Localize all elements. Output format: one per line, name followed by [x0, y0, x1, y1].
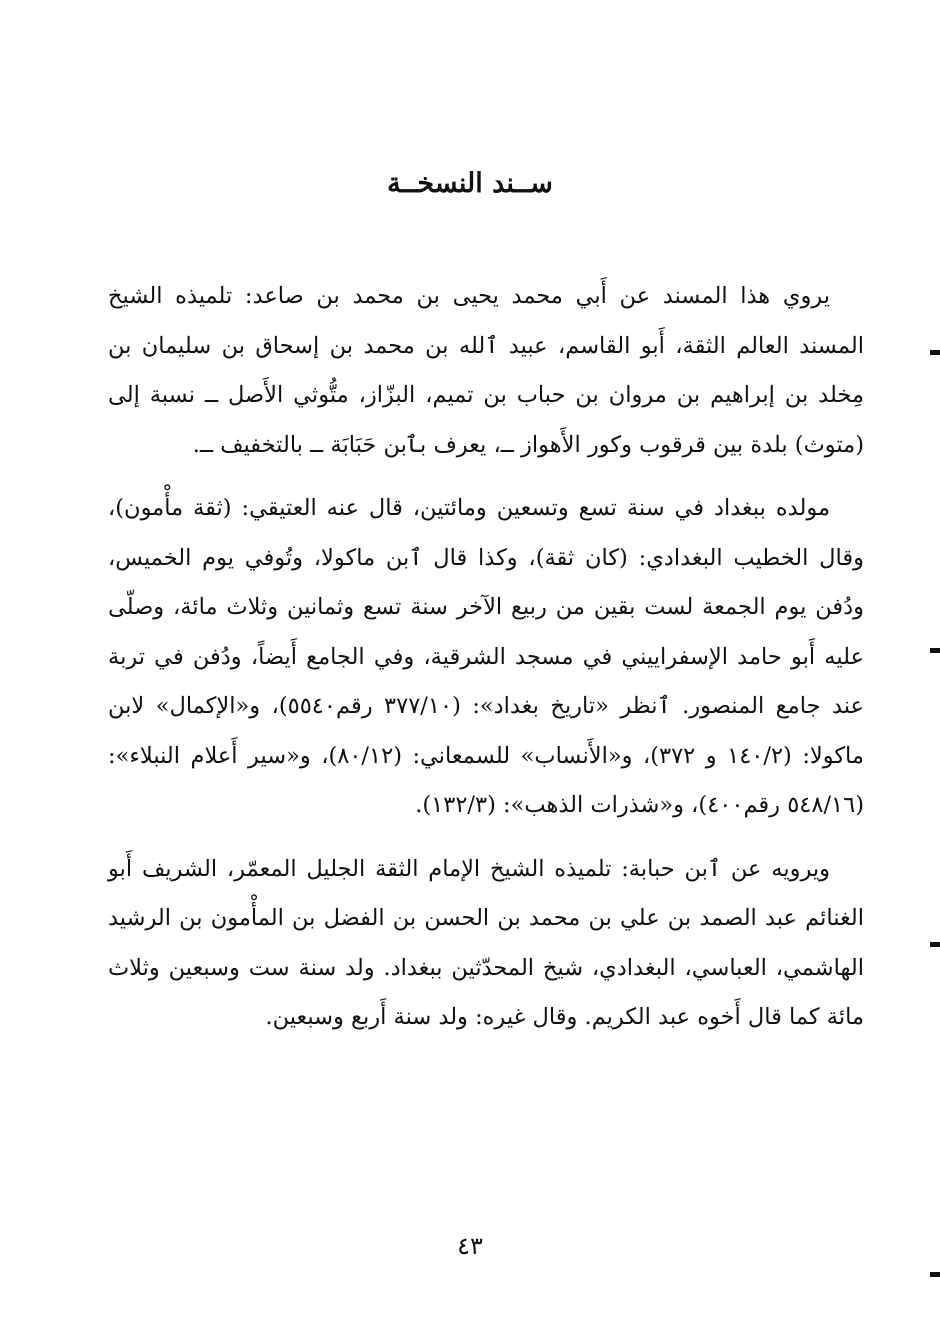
scan-edge-mark — [930, 942, 940, 947]
scan-edge-mark — [930, 1272, 940, 1277]
scan-edge-mark — [930, 648, 940, 653]
page-number: ٤٣ — [457, 1232, 483, 1260]
paragraph-birth-and-death: مولده ببغداد في سنة تسع وتسعين ومائتين، قال عنه العتيقي: (ثقة مأْمون)، وقال الخطيب البغدادي: (كان ثقة)، وكذا قال ٱبن ماكولا، وتُوفي يوم الخميس، ودُفن يوم الجمعة لست بقين من ربيع الآخر سنة تسع وثمانين وثلاث مائة، وصلّى عليه أَبو حامد الإسفراييني في مسجد الشرقية، وفي الجامع أَيضاً، ودُفن في تربة عند جامع المنصور. ٱنظر «تاريخ بغداد»: (٣٧٧/١٠ رقم٥٥٤٠)، و«الإكمال» لابن ماكولا: (١٤٠/٢ و ٣٧٢)، و«الأَنساب» للسمعاني: (٨٠/١٢)، و«سير أَعلام النبلاء»: (٥٤٨/١٦ رقم٤٠٠)، و«شذرات الذهب»: (١٣٢/٣). — [108, 495, 864, 818]
scan-edge-mark — [930, 350, 940, 355]
paragraph-student: ويرويه عن ٱبن حبابة: تلميذه الشيخ الإمام الثقة الجليل المعمّر، الشريف أَبو الغنائم عبد الصمد بن علي بن محمد بن الحسن بن الفضل بن المأْمون بن الرشيد الهاشمي، العباسي، البغدادي، شيخ المحدّثين ببغداد. ولد سنة ست وسبعين وثلاث مائة كما قال أَخوه عبد الكريم. وقال غيره: ولد سنة أَربع وسبعين. — [108, 855, 864, 1030]
body-text — [108, 272, 864, 1057]
page-title: ســند النسخــة — [387, 168, 553, 199]
paragraph-chain-of-narration: يروي هذا المسند عن أَبي محمد يحيى بن محمد بن صاعد: تلميذه الشيخ المسند العالم الثقة، أَبو القاسم، عبيد ٱلله بن محمد بن إسحاق بن سليمان بن مِخلد بن إبراهيم بن مروان بن حباب بن تميم، البزّاز، متُّوثي الأَصل ــ نسبة إلى (متوث) بلدة بين قرقوب وكور الأَهواز ــ، يعرف بٱبن حَبَابَة ــ بالتخفيف ــ. — [108, 283, 864, 458]
